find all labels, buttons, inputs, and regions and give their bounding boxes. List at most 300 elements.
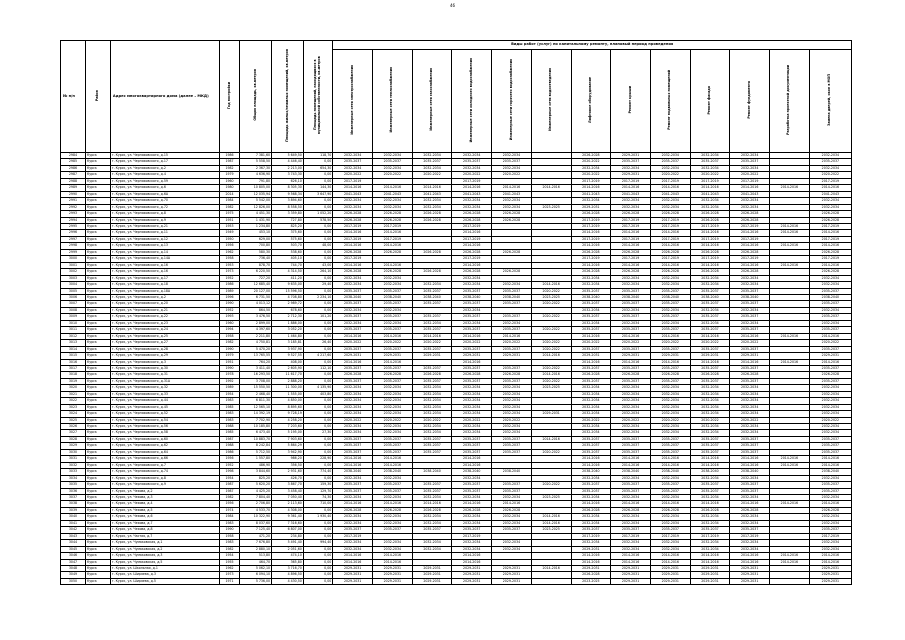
cell-roof: 2032-2034	[611, 198, 651, 204]
cell-address: г. Курск, ул. Чумаковская, д.3	[110, 553, 219, 559]
cell-facade: 2032-2034	[690, 411, 730, 417]
cell-cold-water: 2032-2034	[452, 275, 492, 281]
cell-municipal-area: 0,00	[303, 462, 333, 468]
cell-address: г. Курск, ул. Черняховского, д.28	[110, 346, 219, 352]
cell-living-area: 4 430,50	[272, 578, 304, 584]
cell-hot-water: 2032-2034	[492, 514, 532, 520]
cell-living-area: 1 555,00	[272, 391, 304, 397]
cell-no: 3019	[61, 378, 86, 384]
cell-address: г. Курск, ул. Черняховского, д.72	[110, 204, 219, 210]
cell-roof: 2032-2034	[611, 495, 651, 501]
cell-heat: 2014-2016	[372, 456, 412, 462]
cell-living-area: 474,10	[272, 553, 304, 559]
cell-basement: 2032-2034	[650, 546, 690, 552]
cell-address: г. Курск, ул. Черняховского, д.31А	[110, 378, 219, 384]
cell-district: Курск	[85, 353, 110, 359]
cell-foundation: 2017-2019	[730, 256, 770, 262]
cell-living-area: 3 458,40	[272, 488, 304, 494]
cell-address: г. Курск, ул. Черняховского, д.6	[110, 185, 219, 191]
cell-foundation: 2032-2034	[730, 404, 770, 410]
cell-lift: 2032-2034	[571, 385, 611, 391]
cell-district: Курск	[85, 527, 110, 533]
cell-district: Курск	[85, 198, 110, 204]
cell-district: Курск	[85, 153, 110, 159]
cell-year-built: 1983	[219, 411, 239, 417]
cell-electric: 2029-2031	[333, 353, 373, 359]
cell-lift: 2035-2037	[571, 488, 611, 494]
cell-gas: 2014-2016	[412, 185, 452, 191]
cell-hot-water: 2032-2034	[492, 411, 532, 417]
cell-living-area: 4 308,00	[272, 507, 304, 513]
cell-living-area: 986,20	[272, 456, 304, 462]
cell-total-area: 4 533,70	[240, 507, 272, 513]
cell-basement: 2035-2037	[650, 488, 690, 494]
cell-hot-water: 2035-2037	[492, 443, 532, 449]
cell-cold-water: 2032-2034	[452, 430, 492, 436]
page-number: 46	[449, 3, 456, 8]
cell-construction-control: 2026-2028	[809, 507, 851, 513]
cell-foundation: 2014-2016	[730, 553, 770, 559]
cell-no: 3026	[61, 424, 86, 430]
cell-gas: 2035-2037	[412, 378, 452, 384]
cell-electric: 2032-2034	[333, 540, 373, 546]
cell-foundation: 2029-2031	[730, 572, 770, 578]
cell-year-built: 1953	[219, 223, 239, 229]
cell-sewage: 2014-2016	[531, 520, 571, 526]
cell-facade: 2017-2019	[690, 178, 730, 184]
cell-hot-water: 2032-2034	[492, 153, 532, 159]
cell-year-built: 1951	[219, 359, 239, 365]
cell-construction-control: 2032-2034	[809, 204, 851, 210]
cell-living-area: 744,70	[272, 262, 304, 268]
cell-sewage: 2023-2025	[531, 294, 571, 300]
cell-hot-water: 2035-2037	[492, 314, 532, 320]
cell-electric: 2014-2016	[333, 333, 373, 339]
cell-district: Курск	[85, 165, 110, 171]
cell-municipal-area: 0,00	[303, 249, 333, 255]
cell-year-built: 1956	[219, 243, 239, 249]
cell-living-area: 5 864,29	[272, 443, 304, 449]
cell-roof: 2014-2016	[611, 501, 651, 507]
cell-foundation: 2035-2037	[730, 159, 770, 165]
cell-living-area: 4 850,00	[272, 398, 304, 404]
cell-design-docs: 2014-2016	[770, 462, 810, 468]
cell-lift: 2035-2037	[571, 314, 611, 320]
cell-no: 3015	[61, 353, 86, 359]
cell-no: 3018	[61, 372, 86, 378]
cell-lift: 2014-2016	[571, 462, 611, 468]
cell-foundation: 2032-2034	[730, 153, 770, 159]
cell-address: г. Курск, ул. Черняховского, д.54	[110, 417, 219, 423]
cell-total-area: 2 211,80	[240, 333, 272, 339]
cell-basement: 2020-2022	[650, 417, 690, 423]
cell-gas: 2035-2037	[412, 159, 452, 165]
cell-lift: 2014-2016	[571, 456, 611, 462]
cell-living-area: 538,60	[272, 249, 304, 255]
cell-district: Курск	[85, 436, 110, 442]
cell-living-area: 4 708,80	[272, 294, 304, 300]
cell-facade: 2029-2031	[690, 578, 730, 584]
cell-year-built: 1979	[219, 172, 239, 178]
cell-basement: 2029-2031	[650, 353, 690, 359]
cell-cold-water: 2032-2034	[452, 546, 492, 552]
cell-sewage: 2023-2025	[531, 527, 571, 533]
cell-electric: 2032-2034	[333, 546, 373, 552]
cell-facade: 2014-2016	[690, 243, 730, 249]
cell-address: г. Курск, ул. Черняховского, д.24	[110, 327, 219, 333]
cell-gas: 2041-2043	[412, 191, 452, 197]
cell-basement: 2035-2037	[650, 159, 690, 165]
cell-year-built: 1984	[219, 514, 239, 520]
cell-total-area: 16 293,50	[240, 372, 272, 378]
table-body	[61, 153, 852, 585]
cell-basement: 2032-2034	[650, 391, 690, 397]
cell-roof: 2014-2016	[611, 185, 651, 191]
cell-district: Курск	[85, 159, 110, 165]
cell-foundation: 2026-2028	[730, 249, 770, 255]
cell-foundation: 2017-2019	[730, 223, 770, 229]
cell-no: 2994	[61, 217, 86, 223]
cell-construction-control: 2035-2037	[809, 365, 851, 371]
cell-hot-water: 2032-2034	[492, 398, 532, 404]
cell-address: г. Курск, ул. Черняховского, д.4	[110, 172, 219, 178]
cell-construction-control: 2026-2028	[809, 269, 851, 275]
cell-cold-water: 2032-2034	[452, 514, 492, 520]
header-work-column: Инженерные сети горячего водоснабжения	[492, 50, 532, 153]
cell-roof: 2017-2019	[611, 217, 651, 223]
cell-electric: 2020-2022	[333, 340, 373, 346]
cell-hot-water: 2035-2037	[492, 482, 532, 488]
cell-electric: 2029-2031	[333, 578, 373, 584]
cell-basement: 2032-2034	[650, 495, 690, 501]
cell-living-area: 8 305,30	[272, 185, 304, 191]
cell-municipal-area: 4 135,90	[303, 385, 333, 391]
cell-municipal-area: 0,00	[303, 520, 333, 526]
cell-year-built: 1975	[219, 211, 239, 217]
cell-district: Курск	[85, 533, 110, 539]
cell-facade: 2017-2019	[690, 236, 730, 242]
cell-no: 3002	[61, 269, 86, 275]
cell-total-area: 7 702,90	[240, 417, 272, 423]
cell-municipal-area: 0,00	[303, 372, 333, 378]
cell-construction-control: 2032-2034	[809, 165, 851, 171]
cell-lift: 2017-2019	[571, 256, 611, 262]
cell-foundation: 2035-2037	[730, 346, 770, 352]
cell-no: 3021	[61, 391, 86, 397]
cell-hot-water: 2026-2028	[492, 249, 532, 255]
cell-basement: 2032-2034	[650, 153, 690, 159]
cell-foundation: 2032-2034	[730, 385, 770, 391]
cell-lift: 2029-2031	[571, 566, 611, 572]
cell-foundation: 2032-2034	[730, 424, 770, 430]
cell-municipal-area: 403,80	[303, 391, 333, 397]
cell-gas: 2038-2040	[412, 294, 452, 300]
cell-facade: 2041-2043	[690, 191, 730, 197]
cell-sewage: 2014-2016	[531, 514, 571, 520]
cell-no: 3010	[61, 320, 86, 326]
cell-foundation: 2035-2037	[730, 436, 770, 442]
cell-district: Курск	[85, 256, 110, 262]
cell-hot-water: 2029-2031	[492, 353, 532, 359]
cell-lift: 2032-2034	[571, 275, 611, 281]
cell-address: г. Курск, ул. Чумаковская, д.1	[110, 540, 219, 546]
cell-year-built: 1954	[219, 553, 239, 559]
cell-foundation: 2020-2022	[730, 417, 770, 423]
cell-basement: 2032-2034	[650, 411, 690, 417]
cell-address: г. Курск, ул. Черняховского, д.62	[110, 443, 219, 449]
cell-living-area: 2 712,30	[272, 314, 304, 320]
cell-municipal-area: 0,00	[303, 230, 333, 236]
cell-lift: 2038-2040	[571, 469, 611, 475]
cell-electric: 2014-2016	[333, 230, 373, 236]
cell-address: г. Курск, ул. Черняховского, д.2	[110, 294, 219, 300]
cell-living-area: 3 359,80	[272, 211, 304, 217]
cell-total-area: 4 750,81	[240, 340, 272, 346]
cell-heat: 2038-2040	[372, 469, 412, 475]
cell-address: г. Курск, ул. Черняховского, д.6А	[110, 191, 219, 197]
cell-basement: 2029-2031	[650, 572, 690, 578]
cell-district: Курск	[85, 333, 110, 339]
cell-municipal-area: 29,40	[303, 282, 333, 288]
cell-no: 3040	[61, 514, 86, 520]
cell-total-area: 6 473,40	[240, 430, 272, 436]
cell-year-built: 1993	[219, 314, 239, 320]
cell-address: г. Курск, ул. Черняховского, д.12	[110, 236, 219, 242]
cell-heat: 2026-2028	[372, 507, 412, 513]
cell-heat: 2032-2034	[372, 307, 412, 313]
cell-heat: 2035-2037	[372, 436, 412, 442]
cell-year-built: 1973	[219, 269, 239, 275]
cell-gas: 2032-2034	[412, 411, 452, 417]
cell-no: 2992	[61, 204, 86, 210]
cell-foundation: 2032-2034	[730, 165, 770, 171]
cell-lift: 2014-2016	[571, 230, 611, 236]
cell-total-area: 727,20	[240, 275, 272, 281]
cell-design-docs: 2014-2016	[770, 456, 810, 462]
cell-year-built: 1980	[219, 185, 239, 191]
cell-municipal-area: 129,70	[303, 488, 333, 494]
cell-foundation: 2032-2034	[730, 430, 770, 436]
cell-municipal-area: 994,40	[303, 540, 333, 546]
cell-foundation: 2026-2028	[730, 211, 770, 217]
cell-basement: 2026-2028	[650, 211, 690, 217]
cell-foundation: 2029-2031	[730, 566, 770, 572]
cell-facade: 2026-2028	[690, 269, 730, 275]
cell-no: 3043	[61, 533, 86, 539]
cell-sewage: 2023-2025	[531, 495, 571, 501]
cell-roof: 2032-2034	[611, 282, 651, 288]
cell-address: г. Курск, ул. Черняховского, д.52	[110, 411, 219, 417]
cell-sewage: 2014-2016	[531, 185, 571, 191]
cell-construction-control: 2014-2016	[809, 501, 851, 507]
cell-living-area: 2 888,20	[272, 378, 304, 384]
cell-total-area: 1 234,80	[240, 223, 272, 229]
cell-cold-water: 2026-2028	[452, 249, 492, 255]
cell-year-built: 1953	[219, 262, 239, 268]
cell-basement: 2014-2016	[650, 462, 690, 468]
cell-total-area: 4 636,90	[240, 172, 272, 178]
cell-sewage: 2020-2022	[531, 365, 571, 371]
cell-heat: 2029-2031	[372, 572, 412, 578]
cell-sewage: 2023-2025	[531, 204, 571, 210]
cell-roof: 2014-2016	[611, 456, 651, 462]
cell-gas: 2032-2034	[412, 540, 452, 546]
cell-gas: 2038-2040	[412, 469, 452, 475]
cell-hot-water: 2035-2037	[492, 301, 532, 307]
cell-address: г. Курск, ул. Черняховского, д.14А	[110, 256, 219, 262]
cell-no: 3045	[61, 546, 86, 552]
cell-hot-water: 2035-2037	[492, 488, 532, 494]
header-work-column: Замена дверей, окон в МОП	[809, 50, 851, 153]
cell-district: Курск	[85, 391, 110, 397]
cell-total-area: 736,40	[240, 256, 272, 262]
cell-cold-water: 2017-2019	[452, 223, 492, 229]
cell-facade: 2035-2037	[690, 314, 730, 320]
cell-no: 3001	[61, 262, 86, 268]
cell-lift: 2032-2034	[571, 430, 611, 436]
cell-foundation: 2035-2037	[730, 314, 770, 320]
cell-living-area: 7 316,60	[272, 520, 304, 526]
cell-lift: 2032-2034	[571, 514, 611, 520]
cell-total-area: 3 708,00	[240, 378, 272, 384]
cell-municipal-area: 3 647,90	[303, 191, 333, 197]
cell-total-area: 4 397,60	[240, 327, 272, 333]
cell-electric: 2035-2037	[333, 527, 373, 533]
cell-year-built: 1955	[219, 559, 239, 565]
cell-electric: 2032-2034	[333, 385, 373, 391]
cell-cold-water: 2035-2037	[452, 449, 492, 455]
cell-heat: 2032-2034	[372, 546, 412, 552]
cell-gas: 2032-2034	[412, 153, 452, 159]
cell-basement: 2032-2034	[650, 514, 690, 520]
capital-repair-table	[60, 40, 852, 585]
cell-lift: 2035-2037	[571, 346, 611, 352]
cell-no: 2996	[61, 230, 86, 236]
cell-district: Курск	[85, 520, 110, 526]
cell-heat: 2017-2019	[372, 223, 412, 229]
cell-facade: 2014-2016	[690, 185, 730, 191]
cell-district: Курск	[85, 553, 110, 559]
cell-basement: 2035-2037	[650, 365, 690, 371]
header-work-column: Ремонт фасада	[690, 50, 730, 153]
cell-facade: 2017-2019	[690, 223, 730, 229]
cell-lift: 2035-2037	[571, 378, 611, 384]
cell-facade: 2026-2028	[690, 372, 730, 378]
cell-no: 3000	[61, 256, 86, 262]
cell-hot-water: 2035-2037	[492, 449, 532, 455]
cell-roof: 2035-2037	[611, 436, 651, 442]
cell-lift: 2032-2034	[571, 165, 611, 171]
cell-electric: 2014-2016	[333, 559, 373, 565]
cell-address: г. Курск, ул. Черняховского, д.44	[110, 398, 219, 404]
cell-total-area: 471,20	[240, 533, 272, 539]
cell-heat: 2032-2034	[372, 385, 412, 391]
header-total-area: Общая площадь, кв.метров	[240, 41, 272, 153]
cell-basement: 2041-2043	[650, 191, 690, 197]
cell-year-built: 1954	[219, 391, 239, 397]
cell-gas: 2032-2034	[412, 514, 452, 520]
cell-living-area: 4 258,20	[272, 417, 304, 423]
cell-cold-water: 2029-2031	[452, 566, 492, 572]
cell-municipal-area: 0,00	[303, 417, 333, 423]
header-municipal-area: Площадь помещений, находящихся в муниципальной собственности, кв.метров	[303, 41, 333, 153]
cell-design-docs: 2014-2016	[770, 230, 810, 236]
cell-no: 3016	[61, 359, 86, 365]
cell-sewage	[531, 578, 571, 584]
cell-electric: 2035-2037	[333, 327, 373, 333]
cell-address: г. Курск, ул. Черняховского, д.45	[110, 404, 219, 410]
cell-facade: 2032-2034	[690, 307, 730, 313]
cell-lift: 2032-2034	[571, 198, 611, 204]
cell-electric: 2014-2016	[333, 553, 373, 559]
cell-construction-control: 2035-2037	[809, 443, 851, 449]
cell-no: 3038	[61, 501, 86, 507]
cell-roof: 2014-2016	[611, 262, 651, 268]
cell-municipal-area: 0,00	[303, 559, 333, 565]
cell-address: г. Курск, ул. Черняховского, д.74	[110, 469, 219, 475]
cell-basement: 2029-2031	[650, 578, 690, 584]
cell-facade: 2032-2034	[690, 398, 730, 404]
cell-heat: 2032-2034	[372, 275, 412, 281]
cell-facade: 2038-2040	[690, 294, 730, 300]
cell-living-area: 3 743,30	[272, 172, 304, 178]
cell-cold-water: 2032-2034	[452, 404, 492, 410]
cell-basement: 2032-2034	[650, 204, 690, 210]
cell-gas: 2020-2022	[412, 172, 452, 178]
cell-living-area: 1 464,80	[272, 333, 304, 339]
cell-municipal-area: 74,30	[303, 495, 333, 501]
cell-municipal-area: 0,00	[303, 475, 333, 481]
cell-sewage: 2020-2022	[531, 314, 571, 320]
cell-heat: 2035-2037	[372, 527, 412, 533]
cell-address: г. Курск, ул. Черняховского, д.21	[110, 223, 219, 229]
cell-living-area: 727,80	[272, 217, 304, 223]
cell-cold-water: 2032-2034	[452, 198, 492, 204]
cell-basement: 2032-2034	[650, 404, 690, 410]
cell-no: 3036	[61, 488, 86, 494]
cell-no: 3017	[61, 365, 86, 371]
header-work-column: Инженерные сети теплоснабжения	[372, 50, 412, 153]
cell-basement: 2014-2016	[650, 185, 690, 191]
cell-facade: 2035-2037	[690, 288, 730, 294]
cell-design-docs: 2014-2016	[770, 243, 810, 249]
cell-facade: 2035-2037	[690, 365, 730, 371]
cell-cold-water: 2014-2016	[452, 359, 492, 365]
cell-electric: 2032-2034	[333, 475, 373, 481]
cell-heat: 2029-2031	[372, 353, 412, 359]
cell-total-area: 791,80	[240, 178, 272, 184]
cell-facade: 2032-2034	[690, 385, 730, 391]
cell-no: 3007	[61, 301, 86, 307]
cell-district: Курск	[85, 340, 110, 346]
cell-hot-water: 2035-2037	[492, 378, 532, 384]
cell-lift: 2014-2016	[571, 262, 611, 268]
cell-address: г. Курск, ул. Черняховского, д.56	[110, 424, 219, 430]
cell-roof: 2032-2034	[611, 430, 651, 436]
cell-heat: 2029-2031	[372, 578, 412, 584]
cell-construction-control: 2035-2037	[809, 327, 851, 333]
cell-foundation: 2035-2037	[730, 482, 770, 488]
cell-lift: 2017-2019	[571, 533, 611, 539]
cell-no: 2984	[61, 153, 86, 159]
cell-gas: 2032-2034	[412, 398, 452, 404]
cell-cold-water: 2014-2016	[452, 456, 492, 462]
cell-living-area: 3 716,70	[272, 566, 304, 572]
cell-roof: 2020-2022	[611, 417, 651, 423]
cell-heat: 2014-2016	[372, 553, 412, 559]
cell-facade: 2014-2016	[690, 230, 730, 236]
cell-heat: 2035-2037	[372, 314, 412, 320]
